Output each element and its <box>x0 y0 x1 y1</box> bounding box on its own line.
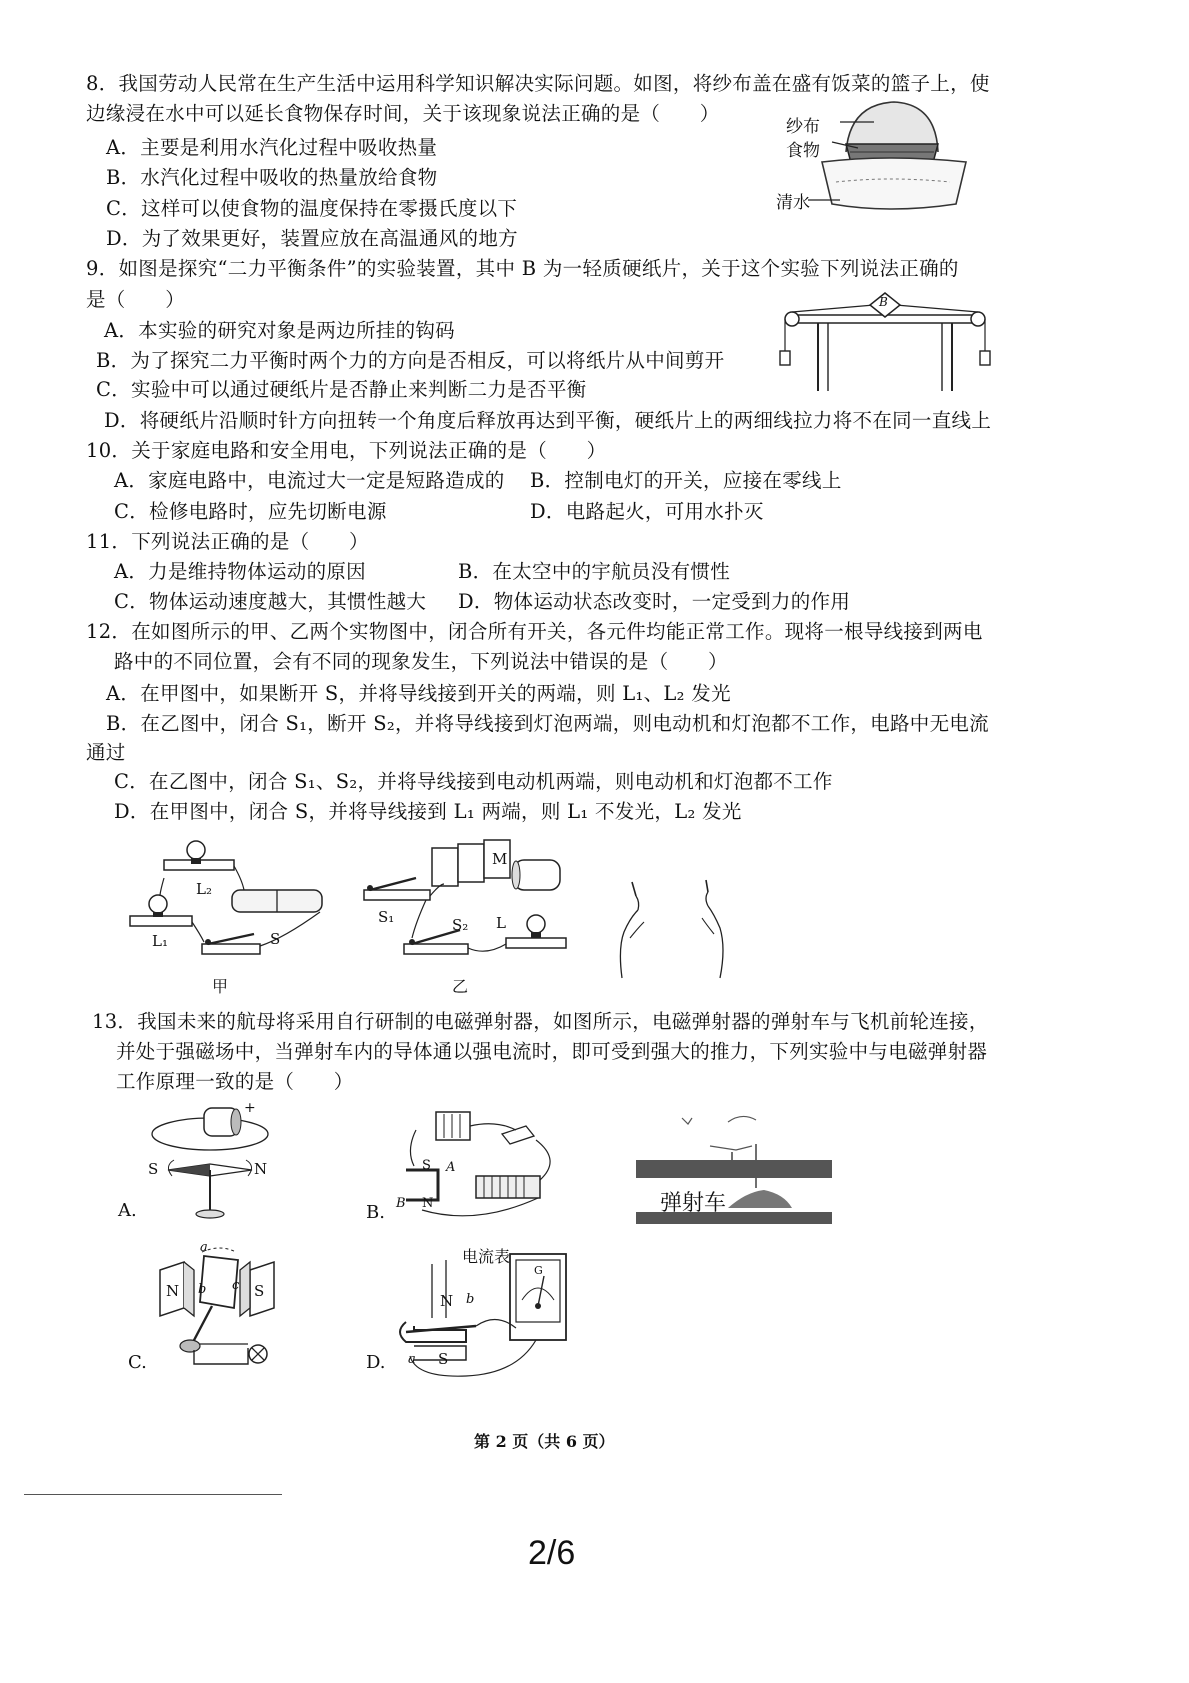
fig-c-b-label: b <box>198 1282 207 1297</box>
q8-stem-line1: 8．我国劳动人民常在生产生活中运用科学知识解决实际问题。如图，将纱布盖在盛有饭菜的篮子上，使 <box>86 72 990 95</box>
switch-s-label: S <box>270 930 281 948</box>
fig-b-option-label: B. <box>366 1202 385 1223</box>
figure-c-drawing <box>124 1246 284 1378</box>
q9-option-d: D．将硬纸片沿顺时针方向扭转一个角度后释放再达到平衡，硬纸片上的两细线拉力将不在同一直线上 <box>104 409 992 432</box>
circuit-jia-figure <box>124 838 344 998</box>
q11-option-a: A．力是维持物体运动的原因 <box>114 560 366 583</box>
fig-c-c-label: c <box>232 1278 240 1293</box>
ammeter-g-label: G <box>534 1264 543 1277</box>
q8-option-c: C．这样可以使食物的温度保持在零摄氏度以下 <box>106 197 518 220</box>
l2-label: L₂ <box>196 880 212 898</box>
q9-balance-figure <box>770 285 1000 395</box>
q8-option-a: A．主要是利用水汽化过程中吸收热量 <box>106 136 438 159</box>
page-footer: 第 2 页（共 6 页） <box>474 1432 615 1451</box>
gauze-label: 纱布 <box>786 117 820 137</box>
card-b-label: B <box>879 295 888 309</box>
fig-d-option-label: D. <box>366 1352 386 1373</box>
q12-option-b-line2: 通过 <box>86 741 126 764</box>
q12-stem-line1: 12．在如图所示的甲、乙两个实物图中，闭合所有开关，各元件均能正常工作。现将一根导线接到两电 <box>86 620 983 643</box>
q8-stem-line2: 边缘浸在水中可以延长食物保存时间，关于该现象说法正确的是（ ） <box>86 102 720 125</box>
page-number: 2/6 <box>528 1534 576 1572</box>
figure-yi-caption: 乙 <box>452 977 469 996</box>
q10-stem: 10．关于家庭电路和安全用电，下列说法正确的是（ ） <box>86 439 607 462</box>
circuit-yi-figure <box>356 826 586 998</box>
fig-a-s-label: S <box>148 1160 159 1178</box>
q13-figure-d <box>366 1246 576 1380</box>
q9-option-a: A．本实验的研究对象是两边所挂的钩码 <box>104 319 455 342</box>
figure-jia-caption: 甲 <box>212 977 229 996</box>
fig-a-plus-label: + <box>244 1100 256 1116</box>
circuit-jia-drawing <box>124 838 344 998</box>
q13-catapult-car-figure <box>636 1108 832 1226</box>
fig-d-a-label: a <box>408 1352 416 1367</box>
s1-label: S₁ <box>378 908 395 926</box>
q13-stem-line2: 并处于强磁场中，当弹射车内的导体通以强电流时，即可受到强大的推力，下列实验中与电磁弹射器 <box>116 1040 988 1063</box>
fig-d-s-label: S <box>438 1350 449 1368</box>
q13-stem-line3: 工作原理一致的是（ ） <box>116 1070 354 1093</box>
q9-option-b: B．为了探究二力平衡时两个力的方向是否相反，可以将纸片从中间剪开 <box>96 349 725 372</box>
q11-option-c: C．物体运动速度越大，其惯性越大 <box>114 590 427 613</box>
fig-d-b-label: b <box>466 1292 475 1307</box>
fig-b-a-label: A <box>446 1160 456 1175</box>
fig-c-s-label: S <box>254 1282 265 1300</box>
fig-c-option-label: C. <box>128 1352 147 1373</box>
fig-a-option-label: A. <box>118 1200 137 1221</box>
q9-stem-line2: 是（ ） <box>86 288 186 311</box>
ammeter-label: 电流表 <box>462 1247 511 1266</box>
q8-option-d: D．为了效果更好，装置应放在高温通风的地方 <box>106 227 518 250</box>
fig-a-n-label: N <box>254 1160 268 1178</box>
q12-option-c: C．在乙图中，闭合 S₁、S₂，并将导线接到电动机两端，则电动机和灯泡都不工作 <box>114 770 833 793</box>
motor-m-label: M <box>492 850 508 868</box>
q11-stem: 11．下列说法正确的是（ ） <box>86 530 369 553</box>
q11-option-d: D．物体运动状态改变时，一定受到力的作用 <box>458 590 851 613</box>
q9-option-c: C．实验中可以通过硬纸片是否静止来判断二力是否平衡 <box>96 378 587 401</box>
q13-figure-c <box>124 1240 284 1378</box>
q12-option-b-line1: B．在乙图中，闭合 S₁，断开 S₂，并将导线接到灯泡两端，则电动机和灯泡都不工作，电路中无电流 <box>106 712 989 735</box>
q8-basket-figure <box>770 82 980 222</box>
q10-option-a: A．家庭电路中，电流过大一定是短路造成的 <box>114 469 505 492</box>
q13-figure-a <box>112 1094 292 1228</box>
catapult-car-label: 弹射车 <box>660 1191 727 1216</box>
q10-option-d: D．电路起火，可用水扑灭 <box>530 500 764 523</box>
q8-option-b: B．水汽化过程中吸收的热量放给食物 <box>106 166 438 189</box>
l1-label: L₁ <box>152 932 168 950</box>
q13-stem-line1: 13．我国未来的航母将采用自行研制的电磁弹射器，如图所示，电磁弹射器的弹射车与飞机前轮连接， <box>92 1010 989 1033</box>
q12-option-a: A．在甲图中，如果断开 S，并将导线接到开关的两端，则 L₁、L₂ 发光 <box>106 682 731 705</box>
fig-c-a-label: a <box>200 1240 208 1255</box>
fig-c-n-label: N <box>166 1282 180 1300</box>
s2-label: S₂ <box>452 916 469 934</box>
hands-drawing <box>596 878 756 982</box>
fig-b-s-label: S <box>422 1158 431 1173</box>
water-label: 清水 <box>776 193 810 213</box>
q10-option-c: C．检修电路时，应先切断电源 <box>114 500 387 523</box>
footer-rule <box>24 1494 282 1495</box>
q10-option-b: B．控制电灯的开关，应接在零线上 <box>530 469 842 492</box>
q12-stem-line2: 路中的不同位置，会有不同的现象发生，下列说法中错误的是（ ） <box>114 650 728 673</box>
hands-with-wire-figure <box>596 878 756 982</box>
q11-option-b: B．在太空中的宇航员没有惯性 <box>458 560 731 583</box>
lamp-l-label: L <box>496 914 506 932</box>
fig-b-n-label: N <box>422 1196 434 1211</box>
q12-option-d: D．在甲图中，闭合 S，并将导线接到 L₁ 两端，则 L₁ 不发光，L₂ 发光 <box>114 800 742 823</box>
food-label: 食物 <box>786 141 820 161</box>
q13-figure-b <box>366 1100 566 1228</box>
q9-stem-line1: 9．如图是探究“二力平衡条件”的实验装置，其中 B 为一轻质硬纸片，关于这个实验下列说法正确的 <box>86 257 959 280</box>
fig-d-n-label: N <box>440 1292 454 1310</box>
fig-b-b-label: B <box>396 1196 406 1211</box>
